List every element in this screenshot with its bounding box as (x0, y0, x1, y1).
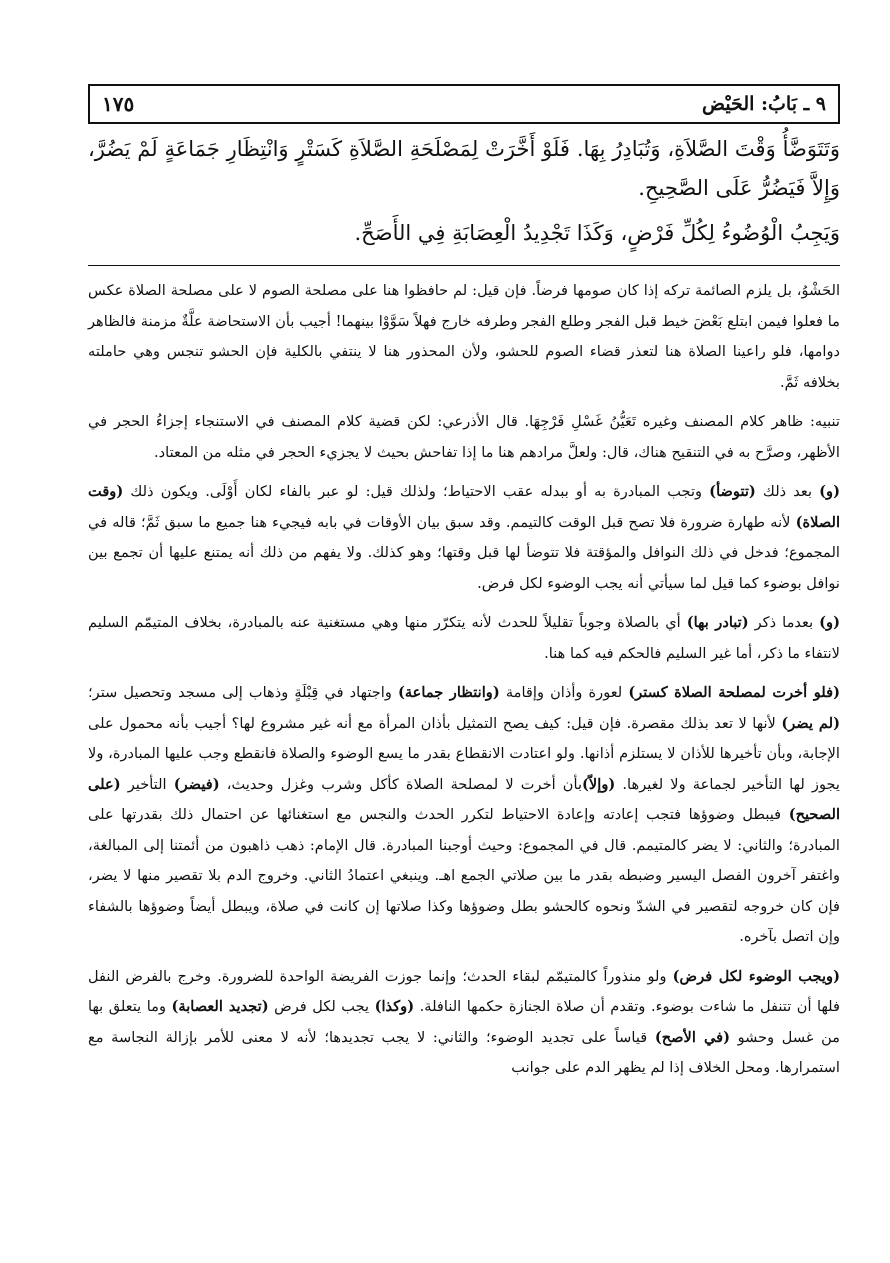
commentary-segment: يجب لكل فرض (268, 998, 375, 1015)
commentary-segment: وتجب المبادرة به أو ببدله عقب الاحتياط؛ ولذلك قيل: لو عبر بالفاء لكان أَوْلَى. ويكون ذلك (123, 483, 710, 500)
quoted-lemma: (تبادر بها) (686, 614, 749, 631)
matn-paragraph: وَيَجِبُ الْوُضُوءُ لِكُلِّ فَرْضٍ، وَكَذَا تَجْدِيدُ الْعِصَابَةِ فِي الأَصَحِّ. (354, 221, 840, 245)
commentary-segment: لعورة وأذان وإقامة (499, 684, 629, 701)
commentary-segment: التأخير (120, 775, 174, 793)
commentary-segment: الحَشْوُ، بل يلزم الصائمة تركه إذا كان صومها فرضاً. فإن قيل: لم حافظوا هنا على مصلحة الصوم لا على مصلحة الصلاة عكس ما فعلوا فيمن ابتلع بَعْضَ خيط قبل الفجر وطلع الفجر وطرفه خارج فهلاً سَوَّوْا بينهما! أجيب بأن الاستحاضة علَّةٌ مزمنة فالظاهر دوامها، فلو راعينا الصلاة هنا لتعذر قضاء الصوم للحشو، ولأن المحذور هنا لا ينتفي بالكلية فإن الحشو تنجس وهي حاملته بخلافه ثَمَّ. (88, 282, 840, 391)
running-header (88, 84, 840, 124)
commentary-segment: بعدما ذكر (748, 614, 820, 631)
commentary-segment: لأنها لا تعد بذلك مقصرة. فإن قيل: كيف يصح التمثيل بأذان المرأة مع أنه غير مشروع لها؟ أجيب بأنه محمول على الإجابة، وبأن تأخيرها للأذان لا يستلزم أذانها. ولو اعتادت الانقطاع بقدر ما يسع الوضوء والصلاة فانقطع وجب عليها المبادرة، ولا يجوز لها التأخير لجماعة ولا لغيرها. (88, 714, 840, 793)
commentary-paragraph (88, 678, 840, 953)
quoted-lemma: (و) (819, 614, 840, 631)
commentary-segment: وما يتعلق بها من غسل وحشو (88, 998, 840, 1046)
quoted-lemma: (تجديد العصابة) (171, 998, 269, 1015)
commentary-segment: أي بالصلاة وجوباً تقليلاً للحدث لأنه يتكرّر منها وهي مستغنية عنه بالمبادرة، بخلاف المتيمّم السليم لانتفاء ما ذكر، أما غير السليم فالحكم فيه كما هنا. (88, 614, 840, 662)
quoted-lemma: (في الأصح) (654, 1028, 730, 1046)
commentary-text (88, 276, 840, 1084)
quoted-lemma: (لم يضر) (781, 714, 840, 732)
commentary-segment: فيبطل وضوؤها فتجب إعادته وإعادة الاحتياط لتكرر الحدث والنجس مع استغنائها عن احتمال ذلك بقدرتها على المبادرة؛ والثاني: لا يضر كالمتيمم. قال في المجموع: وحيث أوجبنا المبادرة. قال الإمام: ذهب ذاهبون من أئمتنا إلى المبالغة، واغتفر آخرون الفصل اليسير وضبطه بقدر ما بين صلاتي الجمع اهـ. وينبغي اعتمادُ الثاني. وخروج الدم بلا تقصير منها لا يضر، فإن كان خروجه لتقصير في الشدّ ونحوه كالحشو بطل وضوؤها وكذا صلاتها إن كانت في صلاة، ويبطل أيضاً وضوؤها بالشفاء وإن اتصل بآخره. (88, 806, 840, 945)
commentary-segment: واجتهاد في قِبْلَةٍ وذهاب إلى مسجد وتحصيل ستر؛ (88, 684, 398, 701)
page-number: ١٧٥ (102, 92, 135, 116)
matn-paragraph: وَتَتَوَضَّأُ وَقْتَ الصَّلاَةِ، وَتُبَادِرُ بِهَا. فَلَوْ أَخَّرَتْ لِمَصْلَحَةِ الصَّلاَةِ كَسَتْرٍ وَانْتِظَارِ جَمَاعَةٍ لَمْ يَضُرَّ، وَإِلاَّ فَيَضُرُّ عَلَى الصَّحِيحِ. (88, 137, 840, 200)
quoted-lemma: (تتوضأ) (709, 483, 756, 500)
commentary-paragraph (88, 276, 840, 398)
commentary-segment: ولو منذوراً كالمتيمّم لبقاء الحدث؛ وإنما جوزت الفريضة الواحدة للضرورة. وخرج بالفرض النفل فلها أن تتنفل ما شاءت بوضوء. وتقدم أن صلاة الجنازة حكمها النافلة. (88, 967, 840, 1015)
quoted-lemma: (و) (819, 483, 840, 500)
commentary-paragraph (88, 962, 840, 1084)
commentary-segment: بعد ذلك (755, 483, 820, 500)
book-page (88, 84, 840, 1090)
commentary-paragraph (88, 407, 840, 468)
chapter-title: ٩ ـ بَابُ: الحَيْض (702, 93, 826, 115)
commentary-segment: لأنه طهارة ضرورة فلا تصح قبل الوقت كالتيمم. وقد سبق بيان الأوقات في بابه فيجيء هنا جميع ما سبق ثَمَّ؛ قاله في المجموع؛ فدخل في ذلك النوافل والمؤقتة فلا تتوضأ لها قبل وقتها؛ وهو كذلك. ولا يفهم من ذلك أنه يمتنع عليها أن تجمع بين نوافل بوضوء كما قيل لما سيأتي أنه يجب الوضوء لكل فرض. (88, 513, 840, 592)
main-text (88, 130, 840, 253)
quoted-lemma: (وانتظار جماعة) (397, 684, 500, 701)
quoted-lemma: (ويجب الوضوء لكل فرض) (672, 967, 840, 985)
separator-rule (88, 265, 840, 266)
commentary-segment: بأن أخرت لا لمصلحة الصلاة كأكل وشرب وغزل وحديث، (219, 775, 583, 793)
commentary-paragraph (88, 477, 840, 599)
quoted-lemma: (وكذا) (374, 998, 415, 1015)
quoted-lemma: (وقت الصلاة) (88, 483, 840, 531)
commentary-segment: تنبيه: ظاهر كلام المصنف وغيره تَعَيُّنُ غَسْلِ فَرْجِهَا. قال الأذرعي: لكن قضية كلام المصنف في الاستنجاء إجزاءُ الحجر في الأظهر، وصرَّح به في التنقيح هناك، قال: ولعلَّ مرادهم هنا ما إذا تفاحش بحيث لا يجزيء الحجر في مثله من المعتاد. (88, 413, 840, 461)
quoted-lemma: (فلو أخرت لمصلحة الصلاة كستر) (628, 684, 840, 701)
quoted-lemma: (وإلاّ) (582, 775, 616, 793)
commentary-paragraph (88, 608, 840, 669)
commentary-segment: قياساً على تجديد الوضوء؛ والثاني: لا يجب تجديدها؛ لأنه لا معنى للأمر بإزالة النجاسة مع استمرارها. ومحل الخلاف إذا لم يظهر الدم على جوانب (88, 1028, 840, 1076)
quoted-lemma: (فيضر) (173, 775, 220, 793)
quoted-lemma: (على الصحيح) (88, 775, 840, 823)
